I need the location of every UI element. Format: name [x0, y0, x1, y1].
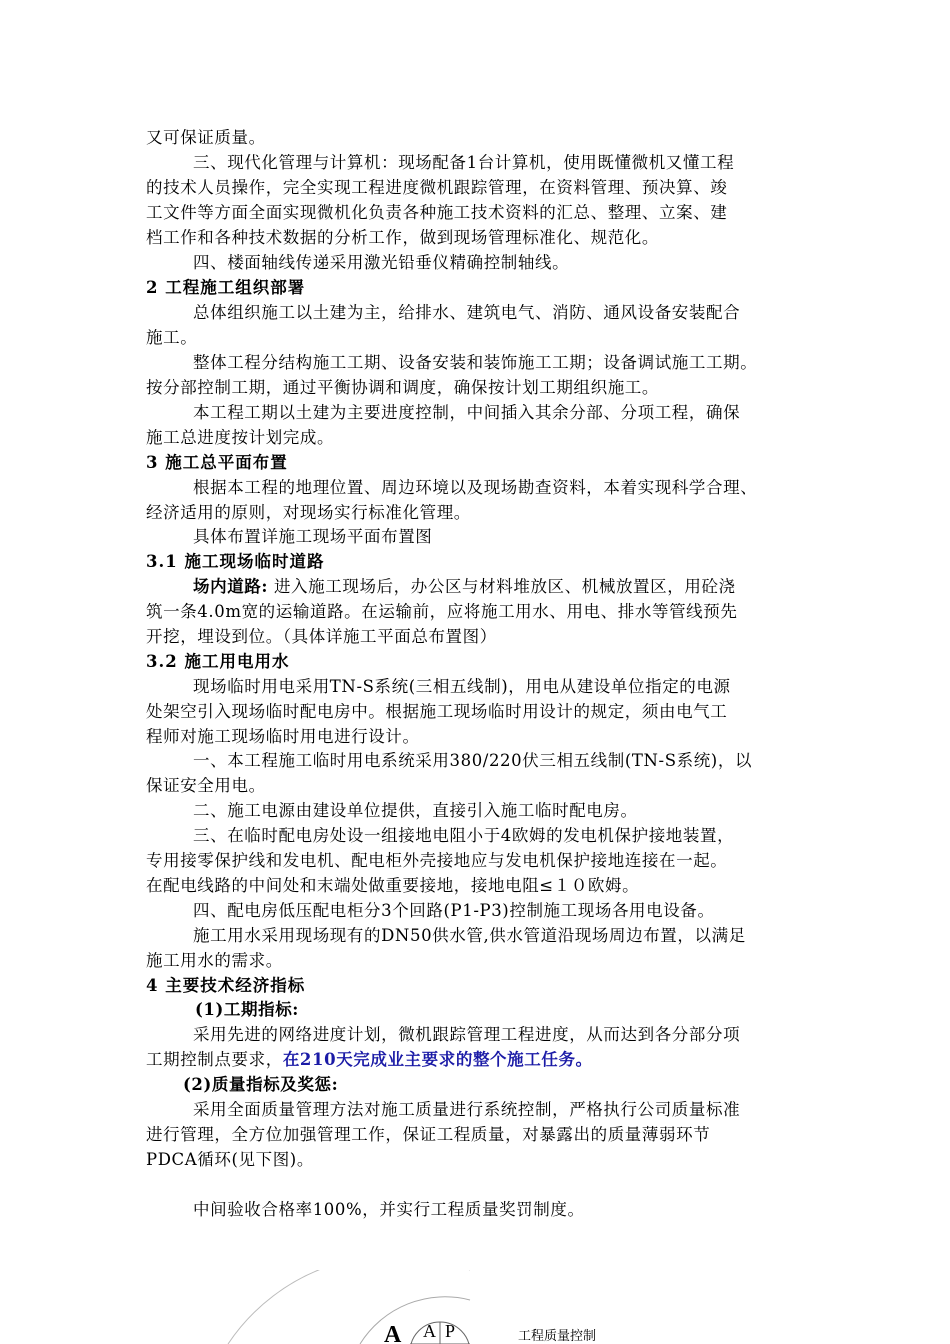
paragraph-line: 施工用水采用现场现有的DN50供水管,供水管道沿现场周边布置，以满足	[193, 926, 746, 945]
paragraph-line	[146, 1048, 826, 1072]
paragraph-line: 总体组织施工以土建为主，给排水、建筑电气、消防、通风设备安装配合	[193, 303, 741, 322]
paragraph-line: 施工。	[146, 328, 198, 347]
inline-text: 工期控制点要求，	[146, 1050, 283, 1069]
paragraph-line: 保证安全用电。	[146, 776, 266, 795]
paragraph-line: 施工用水的需求。	[146, 951, 283, 970]
paragraph-line: 在配电线路的中间处和末端处做重要接地，接地电阻≤１０欧姆。	[146, 876, 640, 895]
letter-p: P	[445, 1321, 456, 1341]
paragraph-line: 程师对施工现场临时用电进行设计。	[146, 727, 420, 746]
paragraph-line: 采用先进的网络进度计划，微机跟踪管理工程进度，从而达到各分部分项	[193, 1025, 741, 1044]
paragraph-line: 工文件等方面全面实现微机化负责各种施工技术资料的汇总、整理、立案、建	[146, 203, 728, 222]
paragraph-line: 现场临时用电采用TN-S系统(三相五线制)，用电从建设单位指定的电源	[193, 677, 731, 696]
paragraph-line: 具体布置详施工现场平面布置图	[193, 527, 433, 546]
paragraph-line: 施工总进度按计划完成。	[146, 428, 335, 447]
paragraph-line: 进行管理，全方位加强管理工作，保证工程质量，对暴露出的质量薄弱环节	[146, 1125, 711, 1144]
inline-bold-label: 场内道路:	[193, 577, 269, 596]
section-heading: 2 工程施工组织部署	[146, 278, 306, 297]
highlighted-target-text: 在210天完成业主要求的整个施工任务。	[282, 1050, 593, 1069]
section-heading: 3 施工总平面布置	[146, 453, 288, 472]
paragraph-line: 一、本工程施工临时用电系统采用380/220伏三相五线制(TN-S系统)，以	[193, 751, 753, 770]
inline-text: 进入施工现场后，办公区与材料堆放区、机械放置区，用砼浇	[268, 577, 736, 596]
letter-a-large: A	[384, 1322, 402, 1344]
paragraph-line	[193, 575, 873, 599]
paragraph-line: 采用全面质量管理方法对施工质量进行系统控制，严格执行公司质量标准	[193, 1100, 741, 1119]
subheading-quality: (2)质量指标及奖惩:	[183, 1075, 339, 1094]
paragraph-line: 四、配电房低压配电柜分3个回路(P1-P3)控制施工现场各用电设备。	[193, 901, 715, 920]
paragraph-line: 三、在临时配电房处设一组接地电阻小于4欧姆的发电机保护接地装置，	[193, 826, 735, 845]
subsection-heading: 3.1 施工现场临时道路	[146, 552, 325, 571]
paragraph-line: 经济适用的原则，对现场实行标准化管理。	[146, 503, 471, 522]
paragraph-line: 筑一条4.0m宽的运输道路。在运输前，应将施工用水、用电、排水等管线预先	[146, 602, 738, 621]
paragraph-line: 又可保证质量。	[146, 128, 266, 147]
subsection-heading: 3.2 施工用电用水	[146, 652, 290, 671]
paragraph-line: 档工作和各种技术数据的分析工作，做到现场管理标准化、规范化。	[146, 228, 659, 247]
paragraph-line: 专用接零保护线和发电机、配电柜外壳接地应与发电机保护接地连接在一起。	[146, 851, 728, 870]
paragraph-line: 四、楼面轴线传递采用激光铅垂仪精确控制轴线。	[193, 253, 570, 272]
letter-a: A	[423, 1321, 436, 1341]
paragraph-line: 本工程工期以土建为主要进度控制，中间插入其余分部、分项工程，确保	[193, 403, 741, 422]
diagram-caption: 工程质量控制	[518, 1329, 597, 1344]
paragraph-line: 根据本工程的地理位置、周边环境以及现场勘查资料，本着实现科学合理、	[193, 478, 758, 497]
paragraph-line: 按分部控制工期，通过平衡协调和调度，确保按计划工期组织施工。	[146, 378, 659, 397]
paragraph-line: PDCA循环(见下图)。	[146, 1150, 314, 1169]
paragraph-line: 二、施工电源由建设单位提供，直接引入施工临时配电房。	[193, 801, 638, 820]
paragraph-line: 开挖，埋设到位。（具体详施工平面总布置图）	[146, 627, 497, 646]
paragraph-line: 的技术人员操作，完全实现工程进度微机跟踪管理，在资料管理、预决算、竣	[146, 178, 728, 197]
subheading-schedule: (1)工期指标:	[195, 1000, 299, 1019]
pdca-cycle-diagram	[0, 1270, 950, 1344]
paragraph-line: 处架空引入现场临时配电房中。根据施工现场临时用设计的规定，须由电气工	[146, 702, 728, 721]
paragraph-line: 三、现代化管理与计算机：现场配备1台计算机，使用既懂微机又懂工程	[193, 153, 735, 172]
paragraph-line: 中间验收合格率100%，并实行工程质量奖罚制度。	[193, 1200, 585, 1219]
paragraph-line: 整体工程分结构施工工期、设备安装和装饰施工工期；设备调试施工工期。	[193, 353, 758, 372]
section-heading: 4 主要技术经济指标	[146, 976, 306, 995]
